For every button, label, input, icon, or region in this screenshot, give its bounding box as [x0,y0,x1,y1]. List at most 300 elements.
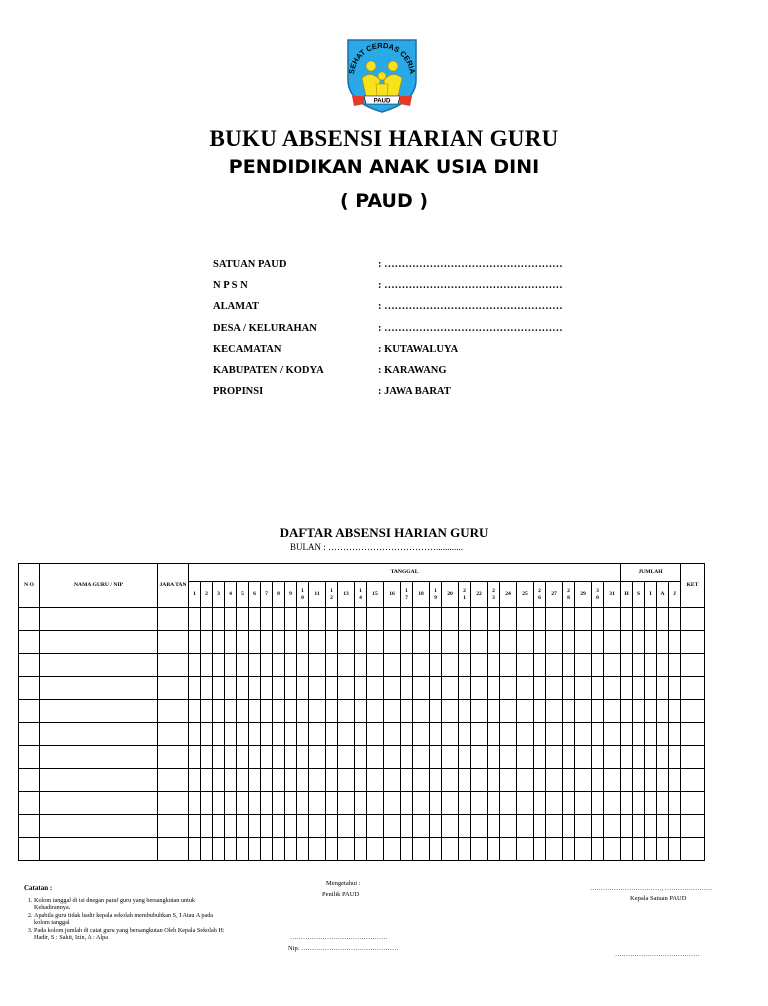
table-cell[interactable] [459,746,471,769]
table-cell[interactable] [534,769,546,792]
table-cell[interactable] [237,631,249,654]
table-cell[interactable] [633,792,645,815]
table-cell[interactable] [442,769,459,792]
table-cell[interactable] [189,700,201,723]
table-cell[interactable] [237,723,249,746]
table-cell[interactable] [367,838,384,861]
table-cell[interactable] [621,769,633,792]
table-cell[interactable] [645,769,657,792]
table-cell[interactable] [604,654,621,677]
table-cell[interactable] [237,677,249,700]
table-cell[interactable] [261,792,273,815]
table-cell[interactable] [401,723,413,746]
table-cell[interactable] [592,631,604,654]
table-cell[interactable] [546,838,563,861]
table-cell[interactable] [285,631,297,654]
table-cell[interactable] [273,677,285,700]
table-cell[interactable] [384,792,401,815]
table-cell[interactable] [201,838,213,861]
table-cell[interactable] [189,677,201,700]
table-cell[interactable] [534,677,546,700]
table-cell[interactable] [575,746,592,769]
table-cell[interactable] [338,815,355,838]
table-cell[interactable] [604,677,621,700]
table-cell[interactable] [309,677,326,700]
table-cell[interactable] [297,792,309,815]
table-cell[interactable] [534,815,546,838]
table-cell[interactable] [604,746,621,769]
table-cell[interactable] [189,838,201,861]
table-cell[interactable] [430,677,442,700]
table-cell[interactable] [645,723,657,746]
table-cell[interactable] [575,838,592,861]
table-cell[interactable] [681,746,705,769]
table-cell[interactable] [621,631,633,654]
table-cell[interactable] [621,838,633,861]
table-cell[interactable] [249,815,261,838]
table-cell[interactable] [309,700,326,723]
table-cell[interactable] [249,700,261,723]
table-cell[interactable] [297,815,309,838]
table-cell[interactable] [645,746,657,769]
table-cell[interactable] [189,769,201,792]
table-cell[interactable] [657,769,669,792]
table-cell[interactable] [367,792,384,815]
table-cell[interactable] [401,792,413,815]
table-cell[interactable] [225,838,237,861]
table-cell[interactable] [201,654,213,677]
table-cell[interactable] [401,631,413,654]
table-cell[interactable] [273,792,285,815]
table-cell[interactable] [575,723,592,746]
table-cell[interactable] [592,654,604,677]
table-cell[interactable] [500,723,517,746]
table-cell[interactable] [534,746,546,769]
table-cell[interactable] [355,654,367,677]
table-cell[interactable] [158,723,189,746]
table-cell[interactable] [500,769,517,792]
table-cell[interactable] [401,769,413,792]
table-cell[interactable] [517,815,534,838]
table-cell[interactable] [645,677,657,700]
table-cell[interactable] [285,723,297,746]
table-cell[interactable] [592,838,604,861]
table-cell[interactable] [261,723,273,746]
table-cell[interactable] [563,631,575,654]
table-cell[interactable] [413,631,430,654]
table-cell[interactable] [657,815,669,838]
table-cell[interactable] [249,769,261,792]
table-cell[interactable] [225,700,237,723]
table-cell[interactable] [546,677,563,700]
table-cell[interactable] [413,746,430,769]
table-cell[interactable] [237,700,249,723]
table-cell[interactable] [669,769,681,792]
table-cell[interactable] [19,815,40,838]
table-cell[interactable] [367,700,384,723]
table-cell[interactable] [201,631,213,654]
table-cell[interactable] [158,792,189,815]
table-cell[interactable] [19,700,40,723]
table-cell[interactable] [285,746,297,769]
table-cell[interactable] [158,608,189,631]
table-cell[interactable] [488,723,500,746]
table-cell[interactable] [517,654,534,677]
table-cell[interactable] [158,815,189,838]
table-cell[interactable] [225,769,237,792]
table-cell[interactable] [401,838,413,861]
table-cell[interactable] [225,654,237,677]
table-cell[interactable] [355,746,367,769]
table-cell[interactable] [384,654,401,677]
table-cell[interactable] [604,608,621,631]
table-cell[interactable] [201,677,213,700]
table-cell[interactable] [442,723,459,746]
table-cell[interactable] [681,723,705,746]
table-cell[interactable] [273,838,285,861]
table-cell[interactable] [621,700,633,723]
table-cell[interactable] [338,838,355,861]
table-cell[interactable] [225,723,237,746]
table-cell[interactable] [201,792,213,815]
table-cell[interactable] [413,677,430,700]
table-cell[interactable] [158,769,189,792]
table-cell[interactable] [471,792,488,815]
table-cell[interactable] [273,746,285,769]
table-cell[interactable] [285,792,297,815]
table-cell[interactable] [413,815,430,838]
table-cell[interactable] [471,700,488,723]
table-cell[interactable] [401,677,413,700]
table-cell[interactable] [669,608,681,631]
table-cell[interactable] [534,631,546,654]
table-cell[interactable] [681,608,705,631]
table-cell[interactable] [19,838,40,861]
table-cell[interactable] [592,746,604,769]
table-cell[interactable] [517,769,534,792]
table-cell[interactable] [459,700,471,723]
table-cell[interactable] [401,746,413,769]
table-cell[interactable] [645,815,657,838]
table-cell[interactable] [384,608,401,631]
table-cell[interactable] [645,700,657,723]
table-cell[interactable] [681,838,705,861]
table-cell[interactable] [442,654,459,677]
table-cell[interactable] [563,815,575,838]
table-cell[interactable] [189,654,201,677]
table-cell[interactable] [604,700,621,723]
table-cell[interactable] [401,654,413,677]
table-cell[interactable] [201,815,213,838]
table-cell[interactable] [471,677,488,700]
table-cell[interactable] [213,838,225,861]
table-cell[interactable] [158,631,189,654]
table-cell[interactable] [261,631,273,654]
table-cell[interactable] [517,838,534,861]
table-cell[interactable] [401,700,413,723]
table-cell[interactable] [338,608,355,631]
table-cell[interactable] [413,723,430,746]
table-cell[interactable] [201,769,213,792]
table-cell[interactable] [534,838,546,861]
table-cell[interactable] [285,815,297,838]
table-cell[interactable] [309,792,326,815]
table-cell[interactable] [19,792,40,815]
table-cell[interactable] [285,838,297,861]
table-cell[interactable] [604,792,621,815]
table-cell[interactable] [534,723,546,746]
table-cell[interactable] [546,769,563,792]
table-cell[interactable] [500,654,517,677]
table-cell[interactable] [500,792,517,815]
table-cell[interactable] [355,838,367,861]
table-cell[interactable] [592,700,604,723]
table-cell[interactable] [517,746,534,769]
table-cell[interactable] [633,608,645,631]
table-cell[interactable] [430,838,442,861]
table-cell[interactable] [261,838,273,861]
table-cell[interactable] [355,631,367,654]
table-cell[interactable] [430,815,442,838]
table-cell[interactable] [563,723,575,746]
table-cell[interactable] [326,700,338,723]
table-cell[interactable] [40,677,158,700]
table-cell[interactable] [413,838,430,861]
table-cell[interactable] [261,654,273,677]
table-cell[interactable] [621,654,633,677]
table-cell[interactable] [326,631,338,654]
table-cell[interactable] [213,792,225,815]
table-cell[interactable] [384,631,401,654]
table-cell[interactable] [225,677,237,700]
table-cell[interactable] [326,769,338,792]
table-cell[interactable] [367,746,384,769]
table-cell[interactable] [249,631,261,654]
table-cell[interactable] [669,746,681,769]
table-cell[interactable] [430,700,442,723]
table-cell[interactable] [355,769,367,792]
table-cell[interactable] [309,769,326,792]
table-cell[interactable] [442,700,459,723]
table-cell[interactable] [384,700,401,723]
table-cell[interactable] [633,631,645,654]
table-cell[interactable] [657,792,669,815]
table-cell[interactable] [326,792,338,815]
table-cell[interactable] [471,608,488,631]
table-cell[interactable] [367,631,384,654]
table-cell[interactable] [546,700,563,723]
table-cell[interactable] [657,608,669,631]
table-cell[interactable] [384,838,401,861]
table-cell[interactable] [681,792,705,815]
table-cell[interactable] [681,677,705,700]
table-cell[interactable] [40,631,158,654]
table-cell[interactable] [249,723,261,746]
table-cell[interactable] [488,608,500,631]
table-cell[interactable] [213,815,225,838]
table-cell[interactable] [201,746,213,769]
table-cell[interactable] [604,838,621,861]
table-cell[interactable] [213,608,225,631]
table-cell[interactable] [471,838,488,861]
table-cell[interactable] [189,608,201,631]
table-cell[interactable] [488,815,500,838]
table-cell[interactable] [621,746,633,769]
table-cell[interactable] [355,700,367,723]
table-cell[interactable] [297,746,309,769]
table-cell[interactable] [592,815,604,838]
table-cell[interactable] [592,677,604,700]
table-cell[interactable] [189,631,201,654]
table-cell[interactable] [430,654,442,677]
table-cell[interactable] [297,769,309,792]
table-cell[interactable] [471,815,488,838]
table-cell[interactable] [19,654,40,677]
table-cell[interactable] [19,608,40,631]
table-cell[interactable] [604,723,621,746]
table-cell[interactable] [19,769,40,792]
table-cell[interactable] [158,677,189,700]
table-cell[interactable] [669,700,681,723]
table-cell[interactable] [326,723,338,746]
table-cell[interactable] [158,746,189,769]
table-cell[interactable] [517,700,534,723]
table-cell[interactable] [413,654,430,677]
table-cell[interactable] [273,608,285,631]
table-cell[interactable] [681,769,705,792]
table-cell[interactable] [189,792,201,815]
table-cell[interactable] [285,654,297,677]
table-cell[interactable] [534,700,546,723]
table-cell[interactable] [237,654,249,677]
table-cell[interactable] [297,700,309,723]
table-cell[interactable] [297,608,309,631]
table-cell[interactable] [413,792,430,815]
table-cell[interactable] [633,654,645,677]
table-cell[interactable] [442,838,459,861]
table-cell[interactable] [669,677,681,700]
table-cell[interactable] [517,792,534,815]
table-cell[interactable] [189,815,201,838]
table-cell[interactable] [500,815,517,838]
table-cell[interactable] [338,677,355,700]
table-cell[interactable] [669,631,681,654]
table-cell[interactable] [604,815,621,838]
table-cell[interactable] [297,654,309,677]
table-cell[interactable] [158,654,189,677]
table-cell[interactable] [563,677,575,700]
table-cell[interactable] [249,792,261,815]
table-cell[interactable] [500,608,517,631]
table-cell[interactable] [225,746,237,769]
table-cell[interactable] [500,746,517,769]
table-cell[interactable] [326,838,338,861]
table-cell[interactable] [19,746,40,769]
table-cell[interactable] [213,723,225,746]
table-cell[interactable] [213,746,225,769]
table-cell[interactable] [657,654,669,677]
table-cell[interactable] [459,654,471,677]
table-cell[interactable] [326,654,338,677]
table-cell[interactable] [471,631,488,654]
table-cell[interactable] [261,700,273,723]
table-cell[interactable] [592,792,604,815]
table-cell[interactable] [563,608,575,631]
table-cell[interactable] [500,677,517,700]
table-cell[interactable] [249,654,261,677]
table-cell[interactable] [645,608,657,631]
table-cell[interactable] [546,631,563,654]
table-cell[interactable] [367,654,384,677]
table-cell[interactable] [488,769,500,792]
table-cell[interactable] [413,700,430,723]
table-cell[interactable] [592,769,604,792]
table-cell[interactable] [563,792,575,815]
table-cell[interactable] [326,608,338,631]
table-cell[interactable] [430,631,442,654]
table-cell[interactable] [297,723,309,746]
table-cell[interactable] [488,631,500,654]
table-cell[interactable] [261,608,273,631]
table-cell[interactable] [459,815,471,838]
table-cell[interactable] [645,631,657,654]
table-cell[interactable] [645,838,657,861]
table-cell[interactable] [285,769,297,792]
table-cell[interactable] [40,723,158,746]
table-cell[interactable] [563,838,575,861]
table-cell[interactable] [681,631,705,654]
table-cell[interactable] [401,815,413,838]
table-cell[interactable] [285,700,297,723]
table-cell[interactable] [563,769,575,792]
table-cell[interactable] [621,723,633,746]
table-cell[interactable] [575,815,592,838]
table-cell[interactable] [681,700,705,723]
table-cell[interactable] [40,792,158,815]
table-cell[interactable] [517,631,534,654]
table-cell[interactable] [633,769,645,792]
table-cell[interactable] [657,838,669,861]
table-cell[interactable] [338,654,355,677]
table-cell[interactable] [309,746,326,769]
table-cell[interactable] [459,631,471,654]
table-cell[interactable] [249,746,261,769]
table-cell[interactable] [430,608,442,631]
table-cell[interactable] [534,608,546,631]
table-cell[interactable] [645,654,657,677]
table-cell[interactable] [633,815,645,838]
table-cell[interactable] [413,769,430,792]
table-cell[interactable] [488,746,500,769]
table-cell[interactable] [669,723,681,746]
table-cell[interactable] [500,838,517,861]
table-cell[interactable] [309,631,326,654]
table-cell[interactable] [213,654,225,677]
table-cell[interactable] [442,677,459,700]
table-cell[interactable] [430,792,442,815]
table-cell[interactable] [534,792,546,815]
table-cell[interactable] [442,631,459,654]
table-cell[interactable] [338,723,355,746]
table-cell[interactable] [546,792,563,815]
table-cell[interactable] [517,677,534,700]
table-cell[interactable] [261,769,273,792]
table-cell[interactable] [249,677,261,700]
table-cell[interactable] [633,746,645,769]
table-cell[interactable] [40,700,158,723]
table-cell[interactable] [546,608,563,631]
table-cell[interactable] [213,769,225,792]
